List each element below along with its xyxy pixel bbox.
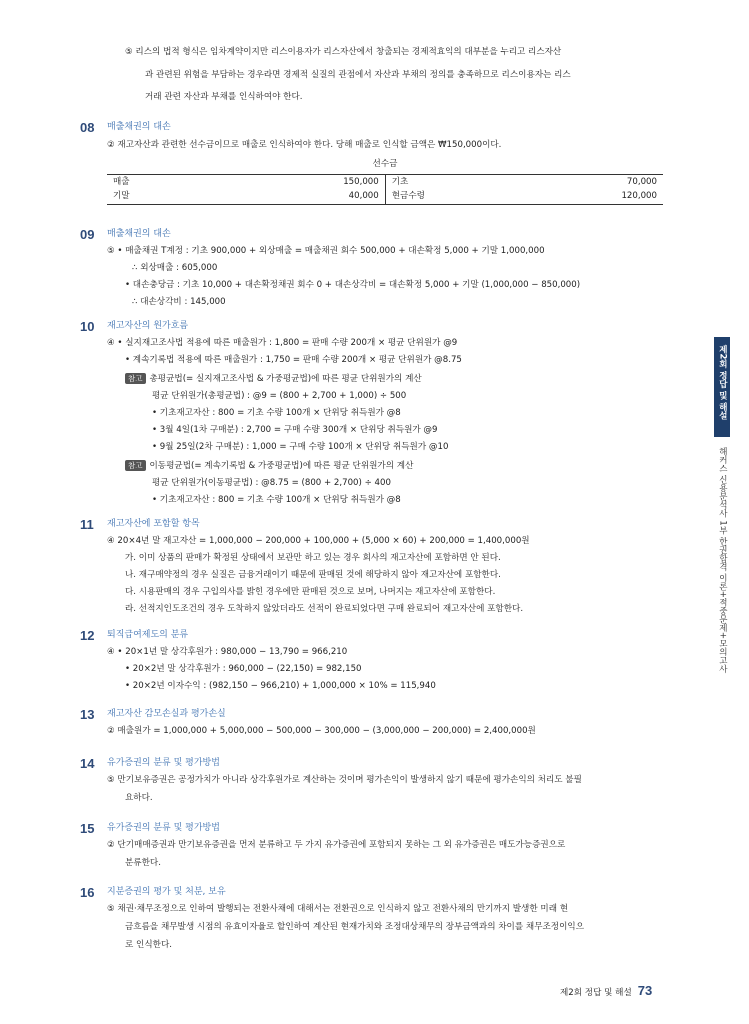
text-line: • 기초재고자산 : 800 = 기초 수량 100개 × 단위당 취득원가 @8	[152, 495, 401, 505]
text-line: 평균 단위원가(총평균법) : @9 = (800 + 2,700 + 1,000) ÷ 500	[152, 391, 407, 401]
debit-label: 기말	[113, 191, 130, 202]
debit-amount: 40,000	[337, 189, 385, 204]
question-topic: 재고자산에 포함할 항목	[107, 519, 200, 529]
text-line: • 9월 25일(2차 구매분) : 1,000 = 구매 수량 100개 × 단위당 취득원가 @10	[152, 442, 449, 452]
text-line: 로 인식한다.	[125, 940, 172, 950]
text-line: ⑤ 만기보유증권은 공정가치가 아니라 상각후원가로 계산하는 것이며 평가손익이 발생하지 않기 때문에 평가손익의 처리도 불필	[107, 775, 582, 785]
text-line: 금흐름을 채무발생 시점의 유효이자율로 할인하여 계산된 현재가치와 조정대상채무의 장부금액과의 차이를 채무조정이익으	[125, 922, 585, 932]
credit-label: 현금수령	[391, 191, 425, 202]
text-line: ∴ 대손상각비 : 145,000	[132, 297, 226, 307]
reference-heading	[125, 373, 422, 385]
text-line: • 대손충당금 : 기초 10,000 + 대손확정채권 회수 0 + 대손상각비 = 대손확정 5,000 + 기말 (1,000,000 − 850,000)	[125, 280, 581, 290]
text-line: ④ • 실지재고조사법 적용에 따른 매출원가 : 1,800 = 판매 수량 200개 × 평균 단위원가 @9	[107, 338, 458, 348]
answer-text: ② 재고자산과 관련한 선수금이므로 매출로 인식하여야 한다. 당해 매출로 인식할 금액은 ₩150,000이다.	[107, 140, 502, 150]
question-number: 09	[80, 227, 95, 242]
text-line: ② 매출원가 = 1,000,000 + 5,000,000 − 500,000 − 300,000 − (3,000,000 − 200,000) = 2,400,000원	[107, 726, 536, 736]
text-line: 다. 시용판매의 경우 구입의사를 밝힌 경우에만 판매된 것으로 보며, 나머지는 재고자산에 포함한다.	[125, 587, 496, 597]
book-title: 해커스 신용분석사 1부 한권합격 이론+적중문제+모의고사	[717, 447, 728, 673]
text-line: 나. 재구매약정의 경우 실질은 금융거래이기 때문에 판매된 것에 해당하지 않아 재고자산에 포함한다.	[125, 570, 501, 580]
page-number: 73	[637, 983, 653, 998]
question-topic: 매출채권의 대손	[107, 229, 171, 239]
text-line: 요하다.	[125, 793, 153, 803]
credit-amount: 120,000	[621, 191, 657, 202]
reference-heading	[125, 460, 413, 472]
question-number: 14	[80, 756, 95, 771]
question-topic: 유가증권의 분류 및 평가방법	[107, 823, 220, 833]
chapter-tab[interactable]	[714, 337, 730, 437]
text-line: ⑤ 리스의 법적 형식은 임차계약이지만 리스이용자가 리스자산에서 창출되는 경제적효익의 대부분을 누리고 리스자산	[125, 47, 562, 57]
text-line: 라. 선적지인도조건의 경우 도착하지 않았더라도 선적이 완료되었다면 구매 완료되어 재고자산에 포함한다.	[125, 604, 524, 614]
text-line: 평균 단위원가(이동평균법) : @8.75 = (800 + 2,700) ÷ 400	[152, 478, 391, 488]
debit-label: 매출	[113, 177, 130, 187]
question-number: 12	[80, 628, 95, 643]
text-line: ⑤ 채권·채무조정으로 인하여 발행되는 전환사채에 대해서는 전환권으로 인식하지 않고 전환사채의 만기까지 발생한 미래 현	[107, 904, 569, 914]
text-line: ④ • 20×1년 말 상각후원가 : 980,000 − 13,790 = 966,210	[107, 647, 348, 657]
question-number: 10	[80, 319, 95, 334]
t-account-title: 선수금	[372, 159, 398, 169]
text-line: • 기초재고자산 : 800 = 기초 수량 100개 × 단위당 취득원가 @8	[152, 408, 401, 418]
question-topic: 퇴직급여제도의 분류	[107, 630, 189, 640]
question-topic: 지분증권의 평가 및 처분, 보유	[107, 887, 226, 897]
reference-title: 총평균법(= 실지재고조사법 & 가중평균법)에 따른 평균 단위원가의 계산	[149, 374, 422, 384]
text-line: 가. 이미 상품의 판매가 확정된 상태에서 보관만 하고 있는 경우 회사의 재고자산에 포함하면 안 된다.	[125, 553, 501, 563]
text-line: 과 관련된 위험을 부담하는 경우라면 경제적 실질의 관점에서 자산과 부채의 정의를 충족하므로 리스이용자는 리스	[145, 70, 571, 80]
page-footer	[560, 982, 652, 1001]
text-line: • 20×2년 말 상각후원가 : 960,000 − (22,150) = 982,150	[125, 664, 362, 674]
reference-tag: 참고	[125, 373, 146, 384]
question-topic: 유가증권의 분류 및 평가방법	[107, 758, 220, 768]
question-topic: 재고자산 감모손실과 평가손실	[107, 709, 226, 719]
question-number: 16	[80, 885, 95, 900]
question-number: 11	[80, 517, 94, 532]
text-line: • 20×2년 이자수익 : (982,150 − 966,210) + 1,000,000 × 10% = 115,940	[125, 681, 436, 691]
question-number: 13	[80, 707, 95, 722]
t-account-table	[107, 174, 663, 205]
text-line: • 3월 4일(1차 구매분) : 2,700 = 구매 수량 300개 × 단위당 취득원가 @9	[152, 425, 438, 435]
text-line: 분류한다.	[125, 858, 161, 868]
text-line: ② 단기매매증권과 만기보유증권을 먼저 분류하고 두 가지 유가증권에 포함되지 못하는 그 외 유가증권은 매도가능증권으로	[107, 840, 566, 850]
chapter-tab-label: 제2회 정답 및 해설	[717, 345, 728, 420]
credit-label: 기초	[391, 177, 409, 187]
debit-amount: 150,000	[337, 175, 385, 190]
text-line: ④ 20×4년 말 재고자산 = 1,000,000 − 200,000 + 100,000 + (5,000 × 60) + 200,000 = 1,400,000원	[107, 536, 530, 546]
question-number: 15	[80, 821, 95, 836]
question-number: 08	[80, 120, 95, 135]
text-line: 거래 관련 자산과 부채를 인식하여야 한다.	[145, 92, 303, 102]
reference-tag: 참고	[125, 460, 146, 471]
credit-amount: 70,000	[626, 177, 657, 187]
text-line: ∴ 외상매출 : 605,000	[132, 263, 218, 273]
question-topic: 재고자산의 원가흐름	[107, 321, 189, 331]
reference-title: 이동평균법(= 계속기록법 & 가중평균법)에 따른 평균 단위원가의 계산	[149, 461, 414, 471]
text-line: ⑤ • 매출채권 T계정 : 기초 900,000 + 외상매출 = 매출채권 회수 500,000 + 대손확정 5,000 + 기말 1,000,000	[107, 246, 545, 256]
text-line: • 계속기록법 적용에 따른 매출원가 : 1,750 = 판매 수량 200개 × 평균 단위원가 @8.75	[125, 355, 462, 365]
footer-label: 제2회 정답 및 해설	[560, 988, 632, 998]
question-topic: 매출채권의 대손	[107, 122, 171, 132]
